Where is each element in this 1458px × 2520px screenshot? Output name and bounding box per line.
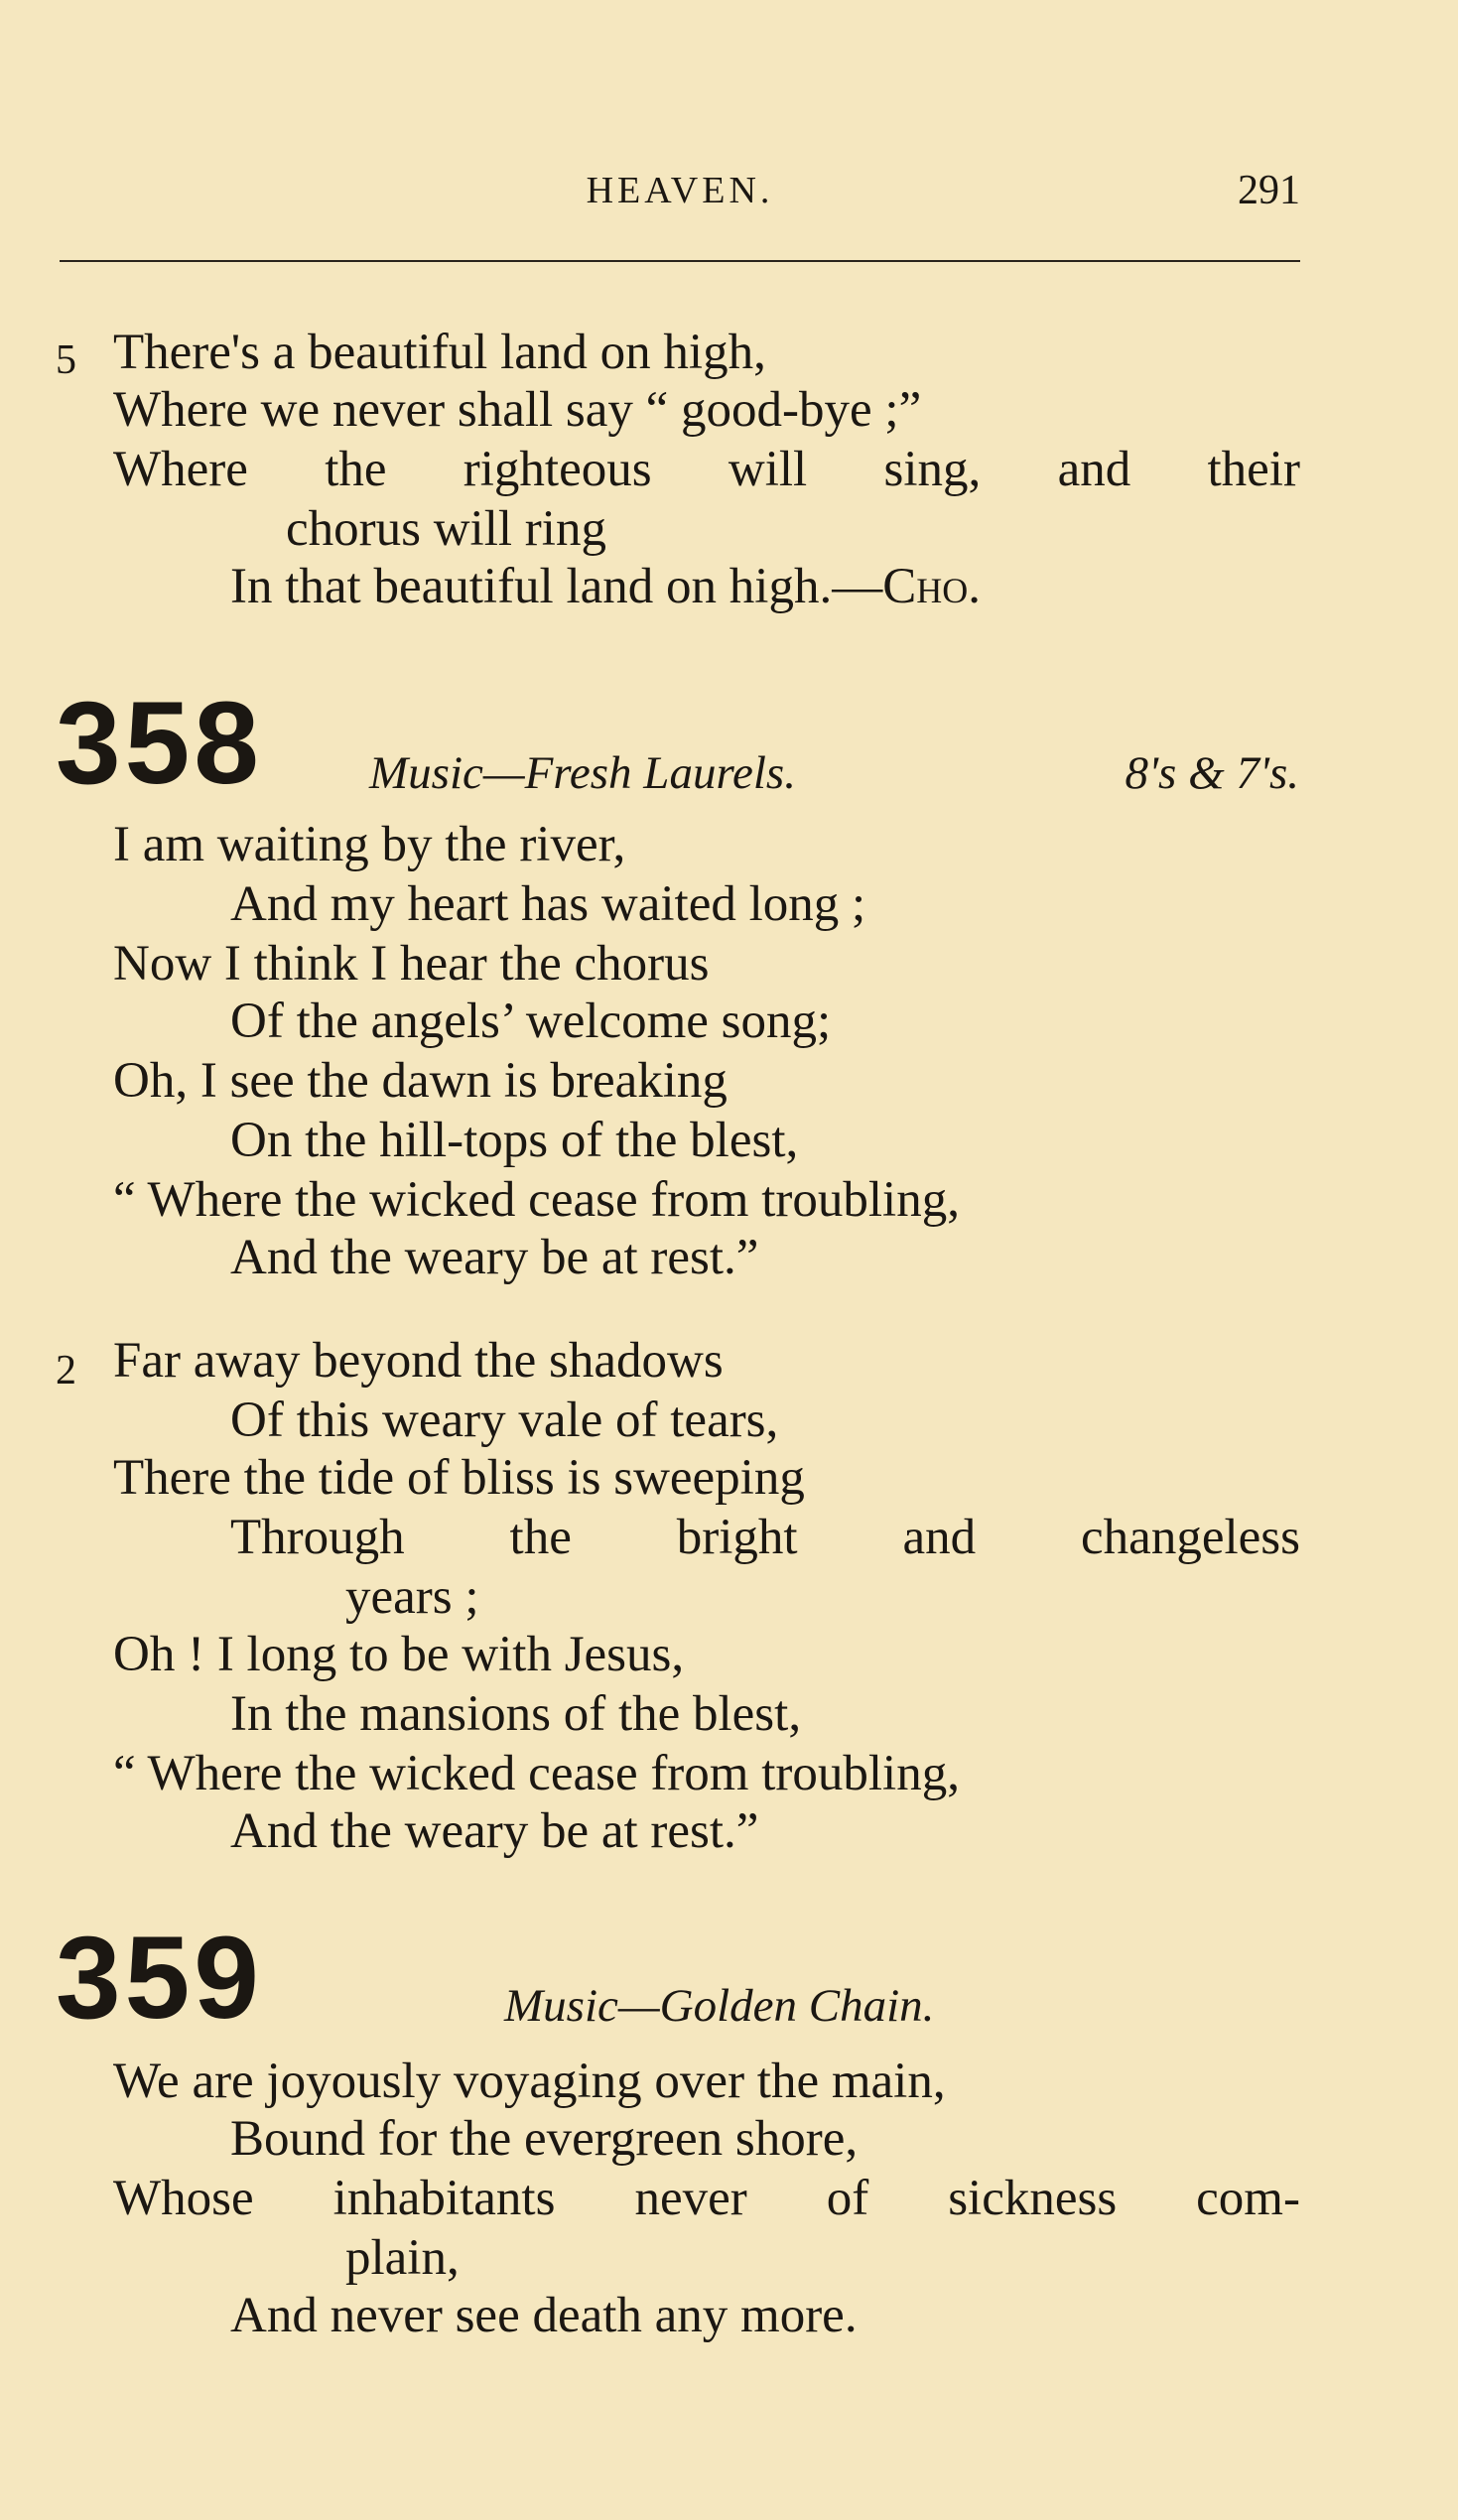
verse-line: Bound for the evergreen shore, [230, 2111, 859, 2167]
page-header [60, 169, 1300, 238]
page-number: 291 [1238, 168, 1300, 213]
hymn-number: 359 [56, 1913, 263, 2044]
verse-line: There the tide of bliss is sweeping [113, 1450, 805, 1506]
verse-line: There's a beautiful land on high, [113, 325, 766, 380]
verse-line: And my heart has waited long ; [230, 876, 866, 932]
verse-line-justified: Whose inhabitants never of sickness com- [113, 2171, 1300, 2226]
verse-line: On the hill-tops of the blest, [230, 1113, 799, 1168]
verse-line: Far away beyond the shadows [113, 1333, 724, 1389]
verse-line: I am waiting by the river, [113, 817, 626, 872]
verse-line: We are joyously voyaging over the main, [113, 2054, 946, 2109]
verse-line: And the weary be at rest.” [230, 1803, 759, 1859]
verse-line: In that beautiful land on high.—Cho. [230, 559, 981, 614]
stanza-number: 2 [56, 1348, 76, 1393]
verse-line: years ; [345, 1569, 479, 1625]
verse-line: chorus will ring [286, 501, 606, 557]
chorus-cue: Cho. [882, 559, 981, 614]
verse-line: Where we never shall say “ good-bye ;” [113, 382, 922, 438]
tune-name: Music—Golden Chain. [504, 1980, 935, 2032]
hymn-number: 358 [56, 678, 263, 809]
verse-line: Of this weary vale of tears, [230, 1393, 779, 1448]
verse-line-justified: Through the bright and changeless [230, 1510, 1300, 1565]
verse-line: “ Where the wicked cease from troubling, [113, 1746, 960, 1801]
verse-line: And the weary be at rest.” [230, 1230, 759, 1285]
header-rule [60, 260, 1300, 262]
verse-line: Oh ! I long to be with Jesus, [113, 1627, 685, 1682]
stanza-number: 5 [56, 337, 76, 383]
verse-line: “ Where the wicked cease from troubling, [113, 1172, 960, 1228]
verse-line: Of the angels’ welcome song; [230, 994, 832, 1049]
verse-line-justified: Where the righteous will sing, and their [113, 442, 1300, 497]
verse-line: In the mansions of the blest, [230, 1686, 802, 1742]
verse-line: Now I think I hear the chorus [113, 936, 710, 992]
verse-line: plain, [345, 2230, 460, 2286]
tune-name: Music—Fresh Laurels. [369, 747, 796, 799]
verse-line: And never see death any more. [230, 2288, 858, 2343]
verse-line: Oh, I see the dawn is breaking [113, 1053, 728, 1109]
hymn-meter: 8's & 7's. [1125, 747, 1299, 799]
running-head: HEAVEN. [586, 170, 774, 211]
